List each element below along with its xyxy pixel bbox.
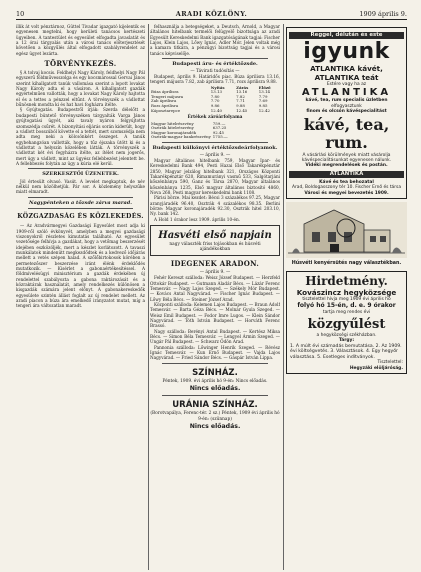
newspaper-title: ARADI KÖZLÖNY.	[175, 10, 248, 18]
table-cell: 7.79	[258, 93, 268, 99]
urania-program: (Borotvapálya, Ferenc-tér. 2 sz.) Péntek, 1909 évi április hó 9-én: (szünnap)	[150, 411, 280, 422]
section-heading-idegenek: IDEGENEK ARADON.	[170, 258, 260, 268]
hirdetmeny-notice	[286, 271, 407, 374]
article-text: A Hold 1 órakor lesz 1909. április 10-én.	[154, 216, 241, 222]
table-cell: Tengeri májusra	[151, 93, 184, 99]
table-cell: 12.45	[236, 107, 248, 113]
column-right	[286, 24, 407, 374]
ad-address: Kávé és tea behozatal	[319, 179, 374, 185]
table-cell: Osztrák hitelrészvény	[151, 125, 194, 131]
markets-heading: Budapesti áru- és értéktőzsde.	[172, 61, 258, 68]
table-cell: 759.—	[212, 120, 226, 126]
article-text: Párisi börze. Mai kezdet: Bécsi 3 százalékos 97.25, Magyar aranyjáradék 96.40, Osztrák 4 százalékos 98.35. Berlini börze: Magyar koronajáradék 92.30, Osztrák hitel 203.10, Ny. bank 142.	[150, 195, 280, 217]
article-text: Magyar általános hitelbank 759, Magyar Ipar- és Kereskedelmi Bank 494, Pesti Hazai Első Takarékpénztár 2850, Magyar jelzálog hitelbank 321, Országos Központi Takarékpénztár 620, Rimamurányi vasmű 533, Salgótarjáni kőszénbánya 590, Ganz és Társa 2870, Magyar általános kőszénbánya 1235, Első magyar általános biztosító 4860, Nova 268, Pesti magyar kereskedelmi bank 1108.	[150, 157, 280, 195]
table-cell: Káposztarepce	[151, 107, 181, 113]
article-text: Központi szálloda: Kelemen Lajos Budapest. — Braun Adolf Temesvár. — Barta Géza Bécs. — Molnár Gyula Szeged. — Weisz Emil Budapest. — Fodor Imre Lugos. — Klein Sándor Nagyvárad. — Tóth István Budapest. — Horváth Ferenc Brassó.	[150, 301, 280, 329]
ad-igyunk: igyunk	[303, 39, 390, 64]
notice-title: Hirdetmény.	[305, 274, 388, 289]
ad-line-small: finom és olcsón kávéspecialitást	[306, 109, 387, 115]
divider	[162, 58, 268, 59]
notice-line: a hegyközségi székházban.	[316, 332, 377, 338]
easter-ad-title: Hasvéti első napjain	[158, 230, 272, 242]
notice-signame: Hegyzáki elöljáróság.	[349, 365, 403, 371]
ad-line-small: Estére vagy ha az	[326, 82, 367, 87]
section-heading-szerkesztoi: SZERKESZTŐI ÜZENETEK.	[42, 171, 119, 178]
column-middle	[150, 24, 280, 432]
notice-org: Kovászincz hegyközsége	[296, 288, 397, 298]
table-cell: 12.42	[258, 107, 270, 113]
table-cell: 7.71	[236, 98, 245, 104]
article-text: Jól értesült olvasó. Vasút. A levelet megkaptuk, de név nélkül nem közölhetjük. Pár sor. A közlemény helyszűke miatt elmaradt.	[16, 178, 145, 195]
table-header-cell: Nyitás	[210, 84, 225, 90]
theater-no-show: Nincs előadás.	[189, 385, 241, 393]
table-cell: 9.85	[258, 103, 268, 109]
table-cell: Magyar koronajáradék	[151, 129, 196, 135]
divider	[28, 168, 133, 169]
table-cell: 92.45	[212, 129, 224, 135]
ad-line: ATLANTIKA kávét,	[310, 64, 383, 73]
article-text: § A tolvaj kocsis. Feldhelyi Nagy Károly, feldhelyi Nagy Pál egyszerű földművesszolga és egy kocsmárossal Gervai János szerint kihallgatott tanúk vallomása szerint a lopott lovakat Nagy Károly adta el a vásáron. A kihallgatott gazdák egyértelműen vallották, hogy a lovakat Nagy Károly hajtotta el és a tettes a pénzzel eltűnt. A törvényszék a vádlottat bűnösnek mondta ki és hat havi fogházra ítélte.	[16, 70, 145, 108]
article-text: Fehér Kereszt szálloda: Weisz József Budapest. — Herzfeld Ottokár Budapest. — Gutmann Aladár Bécs. — Lázár Ferenc Temesvár. — Nagy Lajos Szeged. — Székely Mór Budapest. — Kovács Antal Nagyvárad. — Fischer Ignác Budapest. — Lőwy Béla Bécs. — Steiner József Arad.	[150, 275, 280, 302]
article-text: Nagy szálloda: Berényi Antal Budapest. — Kertész Miksa Bécs. — Simon Béla Temesvár. — Lengyel Ármin Szeged. — Ungár Pál Budapest. — Schwarz Ödön Arad.	[150, 328, 280, 345]
ad-line-small: kávé, tea, rum specialis üzletben	[305, 98, 388, 104]
table-cell: 9.88	[236, 103, 245, 109]
table-row	[150, 109, 280, 114]
article-text: § Gyújtogatás. Budapestről írják: Szerda délelőtt a budapesti büntető törvényszéken tárgyalták Varga János gyújtogatási ügyét, aki tavaly nyáron felgyújtotta szomszédja csűrét. A bizonyítási eljárás során kiderült, hogy a vádlott bosszúból követte el a tettét, mert szomszédja nem adta meg neki a kölcsönkért összeget. A tanúk egybehangzóan vallották, hogy a tűz éjszaka ütött ki és a vádlottat a helyszín közelében látták. A törvényszék a vádlottat két évi fegyházra ítélte, az ítélet nem jogerős, mert úgy a vádlott, mint az ügyész fellebbezést jelentett be. A fellebbezés folytán az ügy a kúria elé kerül.	[16, 107, 145, 166]
ad-address: Arad, Boldogasszony tér 10. Fischer Ernő és társa	[291, 185, 402, 191]
ad-coffee-tea-rum: kávé, tea, rum.	[303, 114, 390, 152]
table-header-cell: Előző	[258, 84, 271, 90]
table-cell: Búza áprilisra	[151, 89, 179, 95]
column-divider	[283, 24, 284, 570]
securities-subtitle: Értékek záróárfolyama	[187, 115, 243, 121]
foreign-exchange-heading: Budapesti külkönyvi értéktőzsdeárfolyamok.	[152, 145, 278, 151]
table-cell: 7.80	[210, 93, 220, 99]
table-cell: 12.40	[210, 107, 222, 113]
notice-line: tartja meg rendes évi	[322, 310, 371, 316]
ad-line-small: Vidéki megrendelések és postán.	[305, 163, 388, 169]
article-text: — Az Aradvármegyei Gazdasági Egyesület most adja ki 1909-ről szóló évkönyvét, amelyben a megyei gazdasági viszonyokról részletes kimutatás található. Az egyesület vezetősége felhívja a gazdákat, hogy a vetőmag beszerzését idejében eszközöljék, mert a készlet korlátozott. A tavaszi munkálatok mindenütt megkezdődtek és a kedvező időjárás mellett a vetés szépen halad. A szőlőbirtokosok körében a permetezőszer beszerzése iránt élénk érdeklődés mutatkozik. — Kisérlet a gabonaértékesítéssel. A földmívelésügyi minisztérium a gazdák érdekében új rendelettel szabályozta a gabona raktározását és a közraktárak használatát, amely rendelkezés különösen a kisgazdák számára jelent előnyt. A gabonakereskedők egyesülete szintén állást foglalt az új rendelet mellett. Az aradi piacon a búza ára emelkedő irányzatot mutat, míg a tengeri ára változatlan maradt.	[16, 223, 145, 309]
notice-date: folyó hó 15-én, d. e. 9 órakor	[297, 302, 396, 310]
article-intro: illik át volt pénztárnoz, Güttel Tivadar igazgató kijelentik es egyenesen megtelni, hogy kerületi tanácsos kertészeti ügyeiben. A tantestület és egyesület elfogadta javaslatát és a 12 órai tárgyalás után a városi tanács előterjesztését követően a közgyűlés által elfogadott szabályrendelet az egész ügyet lezárta.	[16, 24, 145, 56]
notice-heading: Nagypénteken a tőzsde zárva marad.	[29, 199, 132, 206]
page-number: 10	[16, 10, 25, 18]
theater-program: Péntek, 1909. évi április hó 9-én: Nincs előadás.	[162, 378, 268, 384]
article-intro: felhasználja a betegségeket, a Deutsch, Arnold, a Magyar általános hitelbank termelői felügyelő bizottsága az aradi Egyesült Kereskedelmi Bank igazgatóságának tagjai: Fischer Lajos, Klein Lajos, Lőwy Ignác, Adler Mór. Jelen voltak még a kamara titkára, a pénzügyi bizottság tagjai és a városi tanács képviselője.	[150, 24, 280, 56]
divider	[28, 208, 133, 209]
notice-items: 1. A múlt évi számadás bemutatása. 2. Az 1909. évi költségvetés. 3. Választások. 4. Egy hegyőr választása. 5. Esetleges indítványok.	[290, 343, 402, 360]
table-header-cell: Zárás	[236, 84, 249, 90]
ad-top-banner: Reggel, délután és este	[289, 32, 404, 39]
idegenek-subtitle: — április 9. —	[199, 269, 231, 275]
column-left	[16, 24, 145, 309]
table-cell: 7.70	[210, 98, 220, 104]
table-cell: 7.69	[258, 98, 268, 104]
divider	[162, 142, 268, 143]
markets-subtitle: — Távirati tudósítás —	[190, 68, 240, 74]
table-cell: Rozs áprilisra	[151, 103, 179, 109]
ad-year: Városi és megyei bevezetés 1909.	[304, 190, 389, 196]
divider	[28, 197, 133, 198]
article-text: Pannonia szálloda: Lőwinger Henrik Szeged. — Révész Ignác Temesvár. — Kun Ernő Budapest. — Vajda Lajos Nagyvárad. — Fried Sándor Bécs. — Gáspár István Lippa.	[150, 344, 280, 361]
securities-table	[150, 122, 280, 140]
notice-targy: Tárgy:	[338, 338, 355, 344]
divider	[162, 395, 268, 396]
divider	[162, 363, 268, 364]
illustration-caption: Húsvéti kenyérsütés nagy választékban.	[291, 261, 402, 267]
theater-heading: SZÍNHÁZ.	[192, 367, 238, 378]
notice-kozgyules: közgyűlést	[307, 316, 386, 332]
urania-heading: URÁNIA SZÍNHÁZ.	[172, 400, 258, 411]
ad-brand-banner: ATLANTIKA	[289, 171, 404, 178]
ad-line: ATLANTIKA teát	[314, 73, 379, 82]
grain-prices-table	[150, 86, 280, 114]
table-cell: Magyar hitelrészvény	[151, 120, 194, 126]
table-cell: 13.16	[236, 89, 248, 95]
easter-ad-text: nagy választék friss tojásokban és húsvéti ajándékokban	[169, 242, 261, 253]
easter-advertisement	[150, 225, 280, 256]
ad-brand: ATLANTIKA	[301, 87, 392, 99]
bakery-illustration	[286, 202, 407, 258]
notice-line: tisztelettel hívja meg 1909 évi április hó	[302, 297, 391, 303]
table-cell: 13.14	[258, 89, 270, 95]
table-cell: Zab áprilisra	[151, 98, 177, 104]
table-cell: 1755.—	[212, 134, 228, 140]
table-cell: 9.86	[210, 103, 220, 109]
bakery-building-icon	[286, 202, 407, 258]
atlantika-advertisement	[286, 27, 407, 199]
markets-text: Budapest, április 9. Határidős piac. Búza áprilisra 13.16, tengeri májusra 7.82, zab áprilisra 7.71, rozs áprilisra 9.88.	[150, 73, 280, 85]
table-cell: Osztrák-magyar bankrészvény	[151, 134, 211, 140]
urania-no-show: Nincs előadás.	[189, 422, 241, 430]
table-cell: 7.82	[236, 93, 245, 99]
table-row	[150, 135, 280, 140]
section-heading-torvenykezes: TÖRVÉNYKEZÉS.	[44, 59, 117, 69]
column-divider	[148, 24, 149, 570]
page-header	[16, 9, 407, 20]
ad-line-small: elfogyasztunk	[331, 103, 362, 109]
foreign-exchange-subtitle: — április 9. —	[199, 152, 231, 158]
table-cell: 13.13	[210, 89, 222, 95]
table-cell: 637.25	[212, 125, 227, 131]
issue-date: 1909 április 9.	[359, 10, 407, 18]
notice-sign: Tisztelettel:	[377, 360, 403, 366]
ad-line-small: A vásárlási körülmények miatt vásárolja kávéspecialitásunkat egyenesen nálunk.	[301, 152, 392, 164]
section-heading-kozgazdasag: KÖZGAZDASÁG ÉS KÖZLEKEDÉS.	[17, 213, 144, 221]
